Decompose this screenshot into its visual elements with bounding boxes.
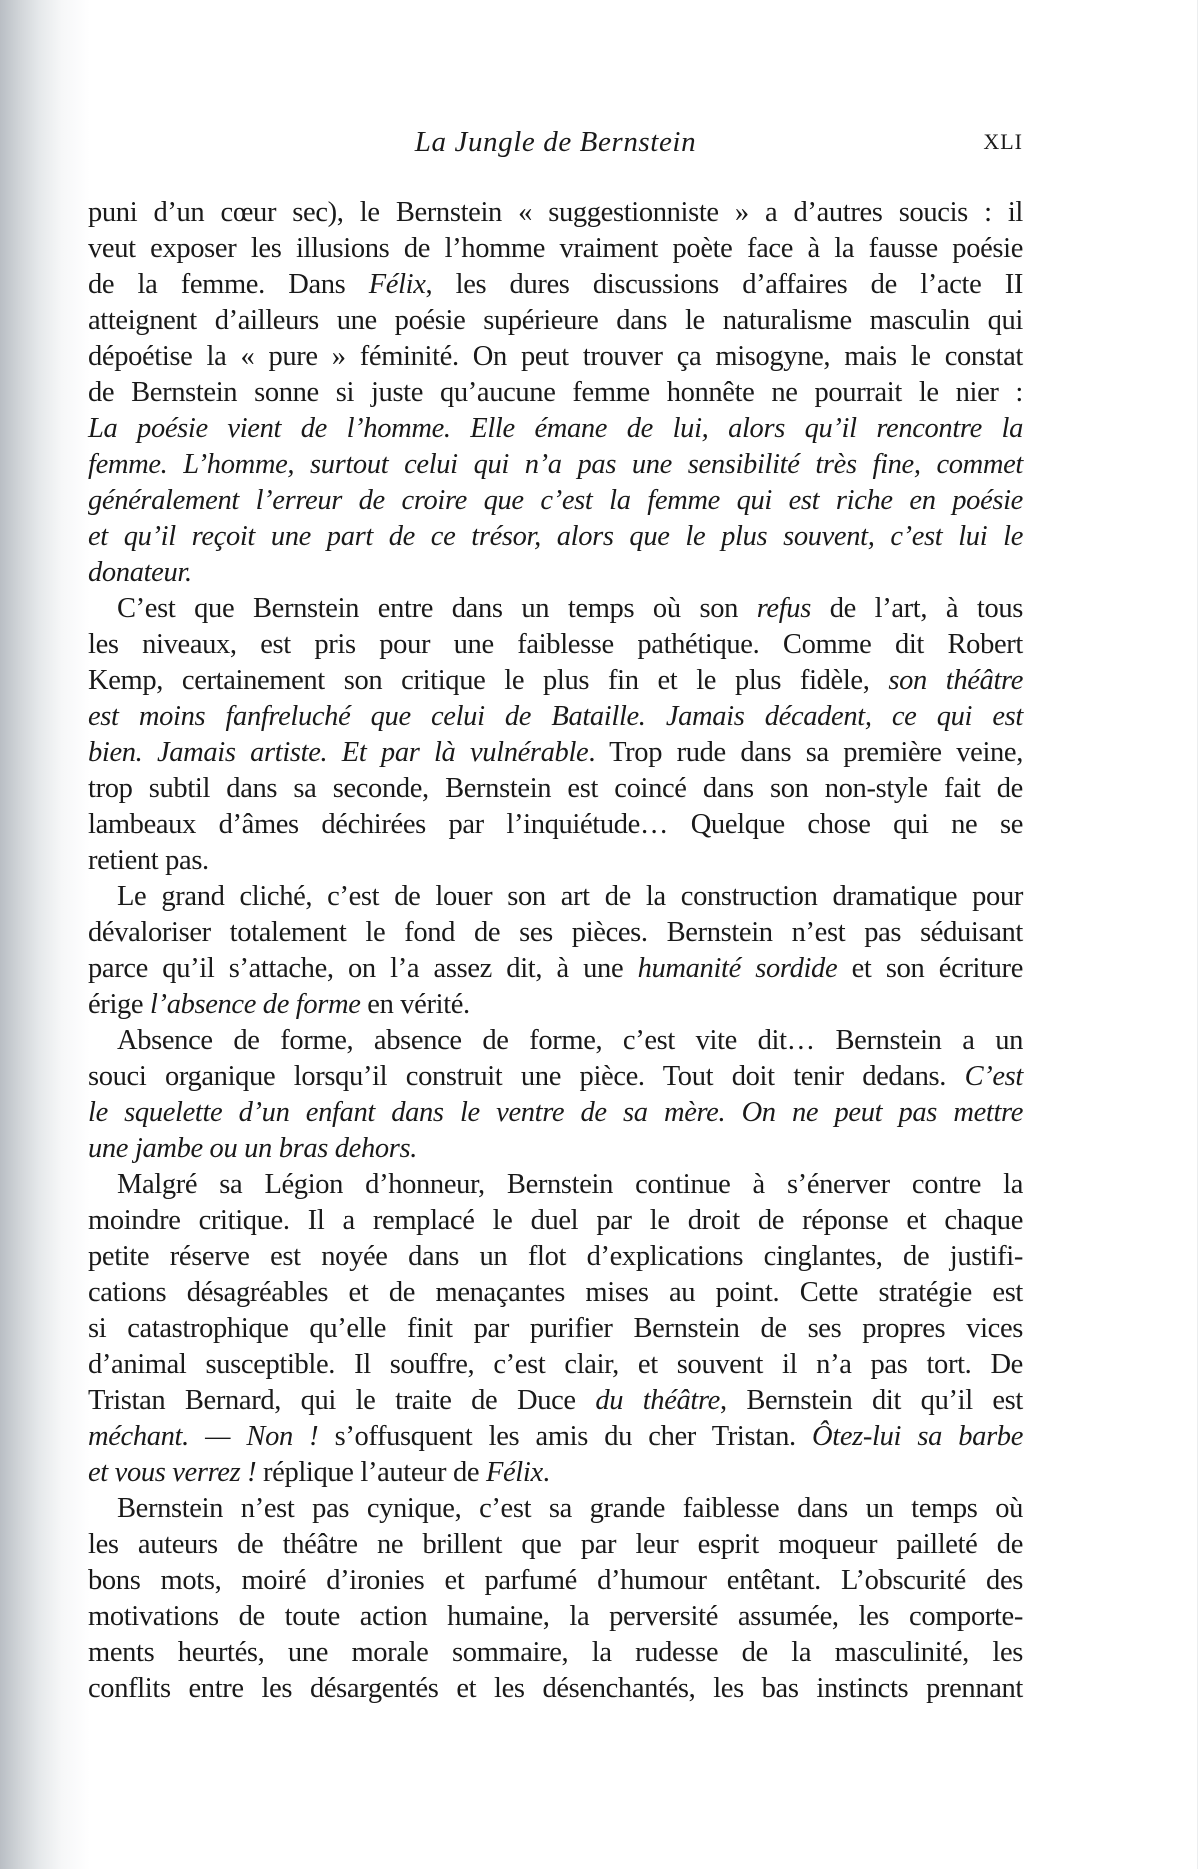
text-line (88, 1131, 1023, 1167)
page-edge (1197, 0, 1198, 1869)
roman-text: C’est que Bernstein entre dans un temps où son (117, 593, 757, 624)
roman-text: , Bernstein dit qu’il est (719, 1385, 1023, 1416)
roman-text: dépoétise la « pure » féminité. On peut trouver ça misogyne, mais le constat (88, 341, 1023, 372)
italic-text: donateur. (88, 557, 192, 588)
text-line (88, 1167, 1023, 1203)
roman-text: en vérité. (360, 989, 470, 1020)
text-line (88, 1563, 1023, 1599)
roman-text: retient pas. (88, 845, 209, 876)
text-line (88, 267, 1023, 303)
roman-text: puni d’un cœur sec), le Bernstein « suggestionniste » a d’autres soucis : il (88, 197, 1023, 228)
text-line (88, 879, 1023, 915)
italic-text: refus (756, 593, 811, 624)
roman-text: Tristan Bernard, qui le traite de Duce (88, 1385, 596, 1416)
roman-text: atteignent d’ailleurs une poésie supérieure dans le naturalisme masculin qui (88, 305, 1023, 336)
text-line (88, 591, 1023, 627)
roman-text: motivations de toute action humaine, la perversité assumée, les comporte- (88, 1601, 1023, 1632)
text-line (88, 1383, 1023, 1419)
roman-text: si catastrophique qu’elle finit par purifier Bernstein de ses propres vices (88, 1313, 1023, 1344)
italic-text: La poésie vient de l’homme. Elle émane de lui, alors qu’il rencontre la (88, 413, 1023, 444)
roman-text: ments heurtés, une morale sommaire, la rudesse de la masculinité, les (88, 1637, 1023, 1668)
text-line (88, 951, 1023, 987)
italic-text: du théâtre (595, 1385, 720, 1416)
text-line (88, 339, 1023, 375)
text-line (88, 411, 1023, 447)
roman-text: parce qu’il s’attache, on l’a assez dit, à une (88, 953, 638, 984)
roman-text: , les dures discussions d’affaires de l’acte II (425, 269, 1023, 300)
page-number: XLI (983, 129, 1023, 154)
running-title: La Jungle de Bernstein (414, 126, 697, 158)
text-line (88, 1419, 1023, 1455)
roman-text: Bernstein n’est pas cynique, c’est sa grande faiblesse dans un temps où (117, 1493, 1023, 1524)
roman-text: s’offusquent les amis du cher Tristan. (318, 1421, 813, 1452)
body-text (88, 195, 1023, 1707)
roman-text: d’animal susceptible. Il souffre, c’est clair, et souvent il n’a pas tort. De (88, 1349, 1023, 1380)
text-line (88, 447, 1023, 483)
text-line (88, 519, 1023, 555)
roman-text: Le grand cliché, c’est de louer son art de la construction dramatique pour (117, 881, 1023, 912)
text-line (88, 1239, 1023, 1275)
roman-text: de la femme. Dans (88, 269, 369, 300)
text-line (88, 663, 1023, 699)
roman-text: les niveaux, est pris pour une faiblesse pathétique. Comme dit Robert (88, 629, 1023, 660)
text-line (88, 699, 1023, 735)
roman-text: lambeaux d’âmes déchirées par l’inquiétude… Quelque chose qui ne se (88, 809, 1023, 840)
roman-text: les auteurs de théâtre ne brillent que par leur esprit moqueur pailleté de (88, 1529, 1023, 1560)
roman-text: . Trop rude dans sa première veine, (588, 737, 1023, 768)
text-line (88, 1023, 1023, 1059)
text-line (88, 1491, 1023, 1527)
italic-text: C’est (964, 1061, 1023, 1092)
text-line (88, 1311, 1023, 1347)
text-line (88, 303, 1023, 339)
roman-text: Malgré sa Légion d’honneur, Bernstein continue à s’énerver contre la (117, 1169, 1023, 1200)
italic-text: et vous verrez ! (88, 1457, 257, 1488)
roman-text: et son écriture (837, 953, 1023, 984)
roman-text: Kemp, certainement son critique le plus fin et le plus fidèle, (88, 665, 889, 696)
italic-text: et qu’il reçoit une part de ce trésor, alors que le plus souvent, c’est lui le (88, 521, 1023, 552)
roman-text: veut exposer les illusions de l’homme vraiment poète face à la fausse poésie (88, 233, 1023, 264)
italic-text: humanité sordide (637, 953, 838, 984)
text-line (88, 1203, 1023, 1239)
italic-text: est moins fanfreluché que celui de Bataille. Jamais décadent, ce qui est (88, 701, 1023, 732)
text-line (88, 627, 1023, 663)
italic-text: Ôtez-lui sa barbe (812, 1421, 1024, 1452)
roman-text: de l’art, à tous (810, 593, 1024, 624)
italic-text: bien. Jamais artiste. Et par là vulnérable (88, 737, 589, 768)
text-line (88, 195, 1023, 231)
text-line (88, 843, 1023, 879)
italic-text: le squelette d’un enfant dans le ventre de sa mère. On ne peut pas mettre (88, 1097, 1023, 1128)
text-line (88, 555, 1023, 591)
text-line (88, 771, 1023, 807)
roman-text: dévaloriser totalement le fond de ses pièces. Bernstein n’est pas séduisant (88, 917, 1023, 948)
gutter-shadow (0, 0, 90, 1869)
roman-text: bons mots, moiré d’ironies et parfumé d’humour entêtant. L’obscurité des (88, 1565, 1023, 1596)
text-line (88, 1635, 1023, 1671)
text-line (88, 807, 1023, 843)
text-line (88, 1059, 1023, 1095)
roman-text: cations désagréables et de menaçantes mises au point. Cette stratégie est (88, 1277, 1023, 1308)
running-head (88, 122, 1023, 162)
roman-text: souci organique lorsqu’il construit une pièce. Tout doit tenir dedans. (88, 1061, 965, 1092)
italic-text: l’absence de forme (149, 989, 361, 1020)
italic-text: son théâtre (888, 665, 1023, 696)
text-line (88, 1347, 1023, 1383)
roman-text: . (542, 1457, 550, 1488)
roman-text: Absence de forme, absence de forme, c’est vite dit… Bernstein a un (117, 1025, 1023, 1056)
text-line (88, 1275, 1023, 1311)
text-line (88, 915, 1023, 951)
roman-text: moindre critique. Il a remplacé le duel par le droit de réponse et chaque (88, 1205, 1023, 1236)
roman-text: érige (88, 989, 150, 1020)
text-line (88, 483, 1023, 519)
text-line (88, 375, 1023, 411)
text-line (88, 1095, 1023, 1131)
text-line (88, 987, 1023, 1023)
text-line (88, 1671, 1023, 1707)
text-line (88, 735, 1023, 771)
roman-text: conflits entre les désargentés et les désenchantés, les bas instincts prennant (88, 1673, 1023, 1704)
roman-text: trop subtil dans sa seconde, Bernstein est coincé dans son non-style fait de (88, 773, 1023, 804)
italic-text: Félix (368, 269, 426, 300)
italic-text: Félix (485, 1457, 543, 1488)
italic-text: une jambe ou un bras dehors. (88, 1133, 418, 1164)
text-line (88, 1455, 1023, 1491)
text-line (88, 1599, 1023, 1635)
italic-text: méchant. — Non ! (88, 1421, 319, 1452)
roman-text: réplique l’auteur de (256, 1457, 486, 1488)
italic-text: généralement l’erreur de croire que c’est la femme qui est riche en poésie (88, 485, 1023, 516)
text-line (88, 1527, 1023, 1563)
roman-text: de Bernstein sonne si juste qu’aucune femme honnête ne pourrait le nier : (88, 377, 1023, 408)
text-line (88, 231, 1023, 267)
roman-text: petite réserve est noyée dans un flot d’explications cinglantes, de justifi- (88, 1241, 1023, 1272)
italic-text: femme. L’homme, surtout celui qui n’a pas une sensibilité très fine, commet (88, 449, 1023, 480)
